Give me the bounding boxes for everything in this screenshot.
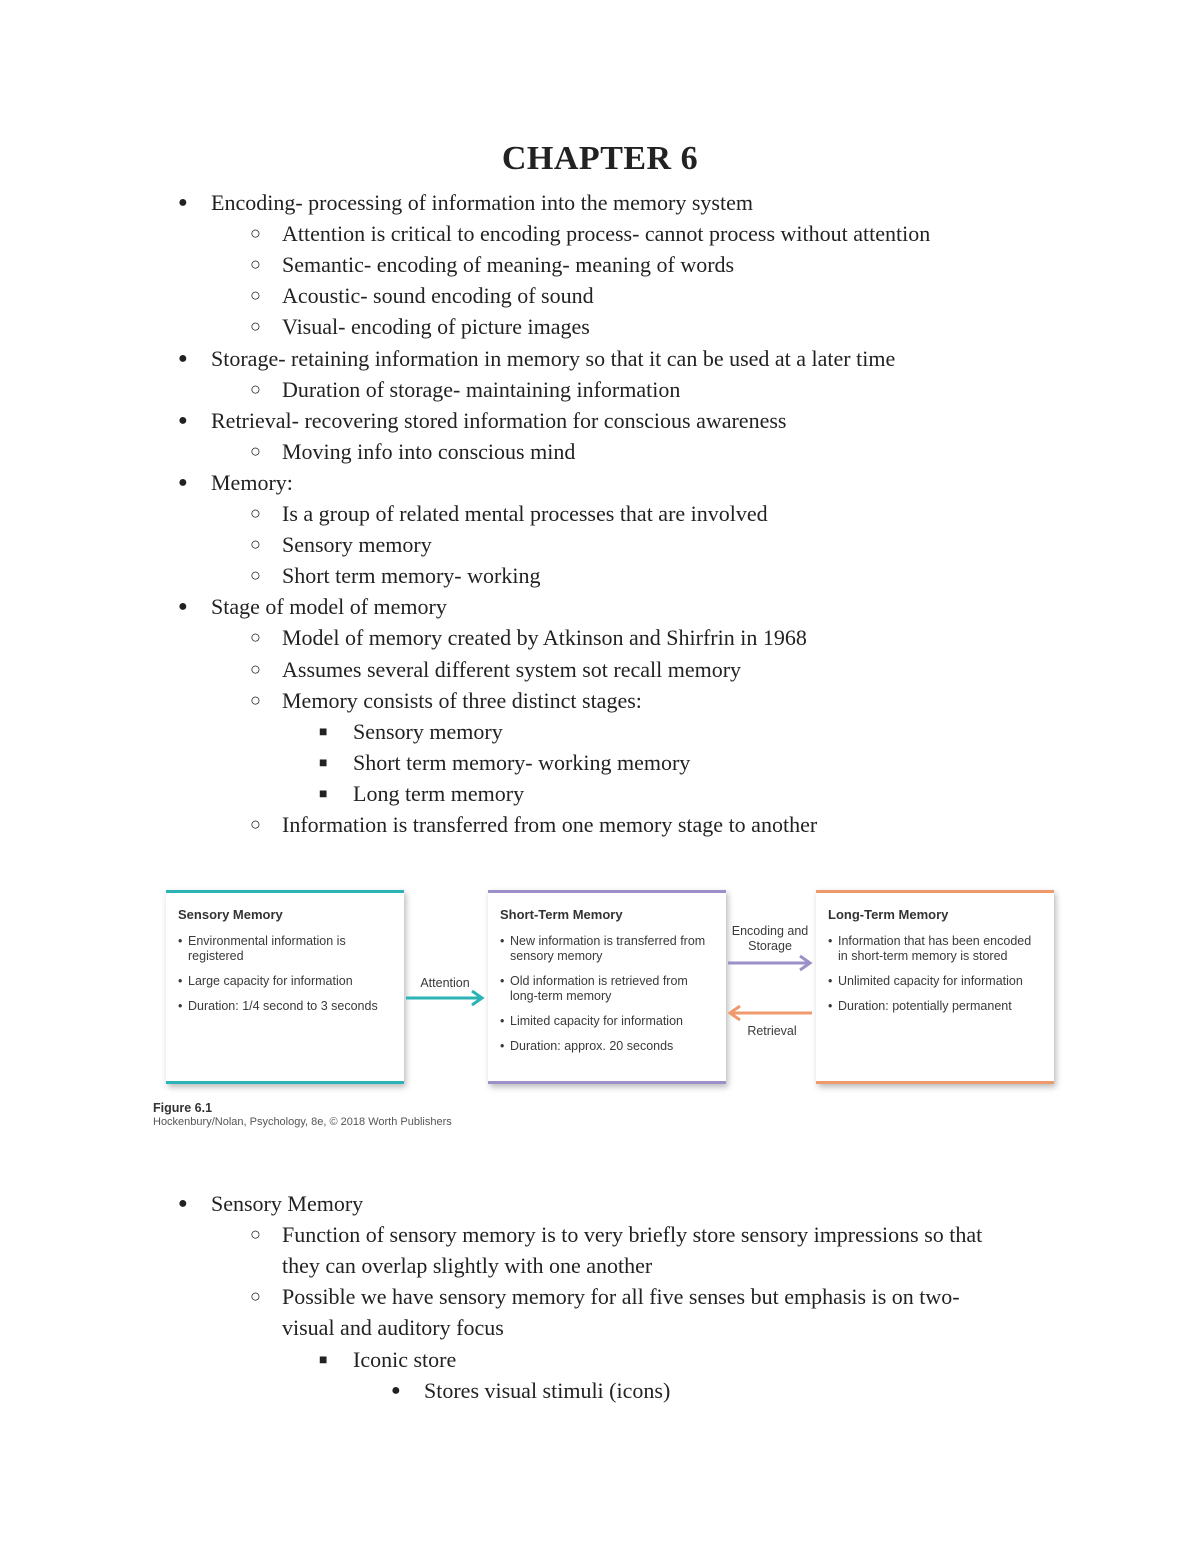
attention-arrow [406, 991, 482, 1005]
list-item-text: Storage- retaining information in memory so that it can be used at a later time [211, 345, 896, 371]
encoding-arrow [728, 956, 810, 970]
short-term-memory-box [488, 890, 726, 1084]
short-term-memory-title: Short-Term Memory [500, 907, 623, 922]
list-item-text: Iconic store [353, 1346, 457, 1372]
list-item-text: Moving info into conscious mind [282, 438, 576, 464]
list-item-text: Assumes several different system sot recall memory [282, 656, 742, 682]
bullet-icon [250, 311, 261, 343]
list-item-text: Retrieval- recovering stored information for conscious awareness [211, 407, 787, 433]
list-item: • Environmental information is registered [188, 934, 392, 964]
list-item-text: Sensory memory [353, 718, 503, 744]
list-item-text: Short term memory- working [282, 563, 541, 589]
bullet-icon [319, 778, 327, 810]
list-item-text: Stage of model of memory [211, 594, 447, 620]
list-item-text: Is a group of related mental processes that are involved [282, 501, 768, 526]
bullet-icon [250, 654, 261, 686]
list-item: • New information is transferred from sensory memory [510, 934, 714, 964]
list-item-text: Encoding- processing of information into the memory system [211, 190, 753, 215]
page-title: CHAPTER 6 [501, 140, 699, 177]
list-item-text: visual and auditory focus [282, 1315, 504, 1341]
bullet-icon [391, 1375, 401, 1406]
bullet-icon [178, 187, 188, 218]
retrieval-arrow [730, 1006, 812, 1020]
long-term-memory-title: Long-Term Memory [828, 907, 949, 922]
bullet-icon [178, 1188, 188, 1219]
list-item-text: Stores visual stimuli (icons) [424, 1377, 671, 1403]
bullet-icon [250, 374, 261, 406]
list-item-text: Possible we have sensory memory for all five senses but emphasis is on two- [282, 1284, 960, 1310]
list-item-text: Memory consists of three distinct stages: [282, 687, 642, 713]
list-item-text: Information is transferred from one memory stage to another [282, 812, 818, 837]
bullet-icon [178, 405, 188, 436]
list-item-text: Short term memory- working memory [353, 749, 691, 775]
list-item: • Duration: 1/4 second to 3 seconds [188, 999, 392, 1014]
retrieval-label: Retrieval [747, 1024, 797, 1038]
bullet-icon [250, 529, 261, 561]
list-item-text: Attention is critical to encoding process- cannot process without attention [282, 221, 931, 247]
bullet-icon [178, 467, 188, 498]
list-item-text: Function of sensory memory is to very briefly store sensory impressions so that [282, 1222, 983, 1248]
list-item-text: Long term memory [353, 780, 525, 806]
list-item: • Information that has been encoded in short-term memory is stored [838, 934, 1042, 964]
bullet-icon [250, 249, 261, 281]
bullet-icon [250, 809, 261, 841]
list-item: • Old information is retrieved from long-term memory [510, 974, 714, 1004]
sensory-memory-box [166, 890, 404, 1084]
list-item-text: Sensory Memory [211, 1191, 364, 1216]
list-item-text: Model of memory created by Atkinson and Shirfrin in 1968 [282, 625, 807, 651]
list-item-text: Acoustic- sound encoding of sound [282, 283, 594, 309]
list-item-text: Duration of storage- maintaining information [282, 376, 681, 402]
list-item-text: Semantic- encoding of meaning- meaning of words [282, 252, 735, 278]
bullet-icon [250, 280, 261, 312]
short-term-memory-list [500, 934, 714, 1054]
bullet-icon [319, 716, 327, 748]
figure-caption: Figure 6.1 [153, 1101, 213, 1115]
list-item-text: they can overlap slightly with one another [282, 1253, 653, 1279]
encoding-storage-label: Encoding and Storage [731, 924, 809, 953]
bullet-icon [250, 685, 261, 717]
figure-memory-model [150, 880, 1070, 1140]
bullet-icon [250, 1219, 261, 1251]
list-item: • Large capacity for information [188, 974, 392, 989]
bullet-icon [319, 747, 327, 779]
list-item: • Limited capacity for information [510, 1014, 714, 1029]
bullet-icon [250, 560, 261, 592]
attention-label: Attention [420, 976, 470, 990]
bullet-icon [250, 218, 261, 250]
bullet-icon [250, 436, 261, 468]
long-term-memory-list [828, 934, 1042, 1014]
sensory-memory-list [178, 934, 392, 1014]
figure-source: Hockenbury/Nolan, Psychology, 8e, © 2018 Worth Publishers [153, 1116, 452, 1128]
list-item: • Unlimited capacity for information [838, 974, 1042, 989]
long-term-memory-box [816, 890, 1054, 1084]
list-item: • Duration: potentially permanent [838, 999, 1042, 1014]
list-item: • Duration: approx. 20 seconds [510, 1039, 714, 1054]
bullet-icon [250, 1281, 261, 1313]
list-item-text: Visual- encoding of picture images [282, 314, 590, 340]
bullet-icon [178, 343, 188, 374]
list-item-text: Sensory memory [282, 532, 432, 558]
list-item-text: Memory: [211, 469, 293, 495]
bullet-icon [319, 1344, 327, 1376]
bullet-icon [250, 622, 261, 654]
bullet-icon [250, 498, 261, 530]
sensory-memory-title: Sensory Memory [178, 907, 283, 922]
bullet-icon [178, 591, 188, 622]
